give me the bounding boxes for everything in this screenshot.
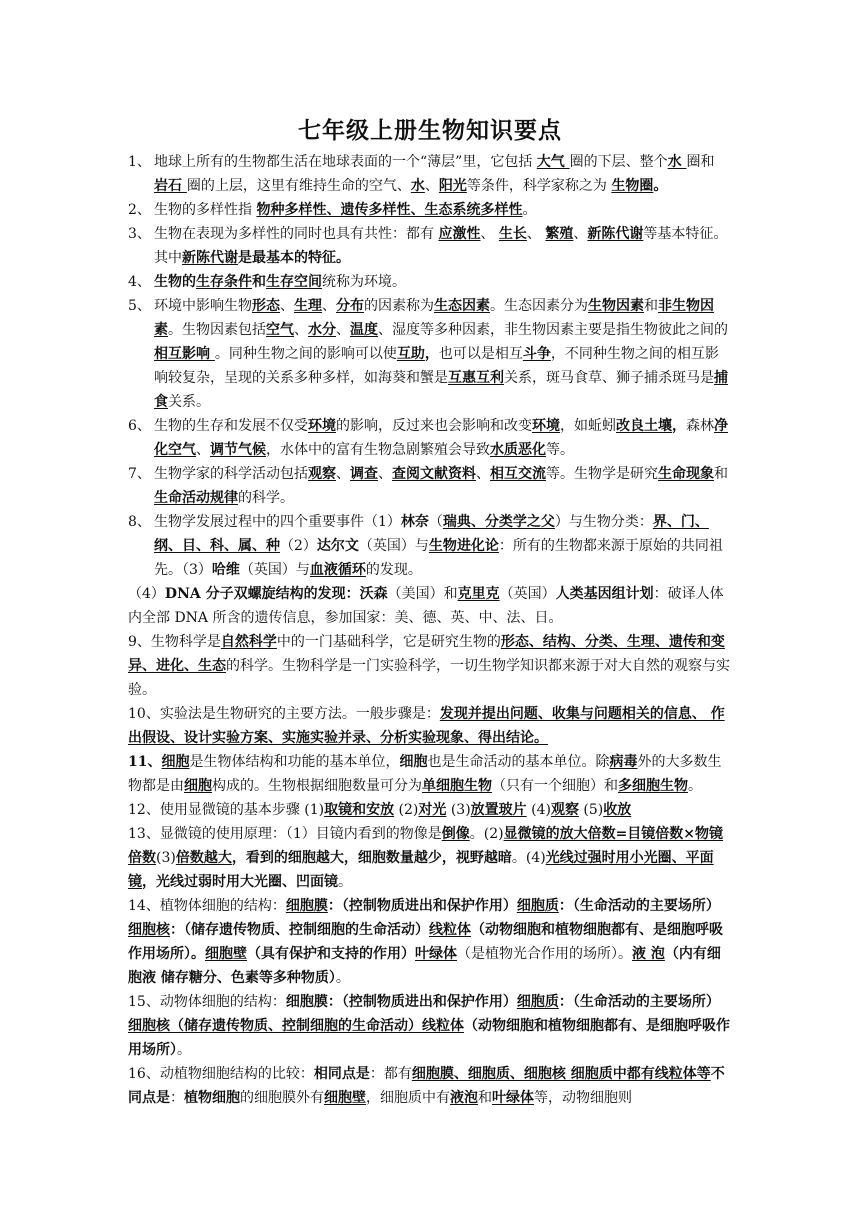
key-term: 克里克 [457, 586, 500, 602]
key-term: 水分 [308, 322, 336, 338]
item-text: 是生物体结构和功能的基本单位， [189, 754, 400, 770]
key-term: 空气 [266, 322, 294, 338]
key-term: ， [424, 346, 439, 362]
knowledge-item [128, 990, 730, 1062]
item-text: 。生物因素包括 [168, 322, 266, 338]
key-term: ：（生命活动的主要场所） [558, 994, 720, 1010]
item-text: （4） [128, 586, 165, 602]
key-term: 观察 [308, 466, 336, 482]
key-term: 细胞 [184, 778, 212, 794]
item-text: 、 [336, 466, 350, 482]
key-term: 显微镜的放大倍数=目镜倍数×物镜倍数 [128, 826, 724, 866]
item-text: ：所有的生物都来源于原始的共同祖先。（3） [154, 538, 723, 578]
item-text: 。 [338, 874, 352, 890]
key-term: 岩石 [154, 178, 187, 194]
item-text: （英国）与 [239, 562, 310, 578]
key-term: 收放 [603, 802, 632, 818]
item-text: 10、实验法是生物研究的主要方法。一般步骤是： [128, 706, 440, 722]
key-term: 净化空气 [154, 418, 728, 458]
key-term: 分布 [336, 298, 364, 314]
item-text: 的科学。生物科学是一门实验科学，一切生物学知识都来源于对大自然的观察与实验。 [128, 658, 730, 698]
item-text: (3) [156, 850, 176, 866]
item-text: ：都有 [369, 1066, 412, 1082]
key-term: 新陈代谢 [182, 250, 238, 266]
key-term: 环境 [532, 418, 560, 434]
item-number: 5、 [128, 298, 151, 314]
knowledge-item [128, 750, 730, 798]
item-text: 、 [280, 298, 294, 314]
item-number: 3、 [128, 226, 151, 242]
item-text: 。生态因素分为 [490, 298, 588, 314]
key-term: 相同点是 [313, 1066, 370, 1082]
key-term: 。 [653, 178, 668, 194]
key-term: ，光线过弱时用大光圈、凹面镜 [142, 874, 338, 890]
key-term: 哈维 [211, 562, 240, 578]
item-text: 等。 [546, 442, 574, 458]
key-term: 细胞质 [516, 994, 559, 1010]
item-text: 外的大多数生物都是由 [128, 754, 722, 794]
item-text: 、 [294, 322, 308, 338]
key-term: ：（储存遗传物质、控制细胞的生命活动） [170, 922, 429, 938]
item-text: 、 [573, 226, 588, 242]
key-term: 达尔文 [316, 538, 359, 554]
item-text: ：破译人体内全部 DNA 所含的遗传信息，参加国家：美、德、英、中、法、日。 [128, 586, 724, 626]
item-text: 16、动植物细胞结构的比较： [128, 1066, 314, 1082]
item-text: （是植物光合作用的场所）。 [457, 946, 632, 962]
item-text: 也可以是相互 [438, 346, 523, 362]
item-text: 生物的多样性指 [154, 202, 257, 218]
key-term: 不同点是 [128, 1066, 725, 1106]
knowledge-item [128, 510, 730, 582]
key-term: 林奈 [400, 514, 429, 530]
key-term: ，看到的细胞越大，细胞数量越少，视野越暗 [231, 850, 512, 866]
key-term: 叶绿体 [415, 946, 457, 962]
item-text: （2） [280, 538, 317, 554]
key-term: 调查 [350, 466, 378, 482]
item-text: 、 [378, 466, 392, 482]
key-term: 环境 [308, 418, 336, 434]
key-term: 瑞典、分类学之父 [442, 514, 555, 530]
key-term: 生理 [294, 298, 322, 314]
key-term: 11、 [128, 754, 162, 770]
item-text: 。同种生物之间的影响可以使 [214, 346, 397, 362]
item-text: 、 [526, 226, 546, 242]
item-text: 的影响，反过来也会影响和改变 [336, 418, 532, 434]
key-term: ， [672, 418, 686, 434]
knowledge-list [128, 150, 730, 1110]
key-term: 对光 [418, 802, 447, 818]
item-text: 13、显微镜的使用原理：（1）目镜内看到的物像是 [128, 826, 442, 842]
key-term: 捕食 [154, 370, 728, 410]
document-title: 七年级上册生物知识要点 [298, 117, 562, 144]
item-text: ，细胞质中有 [366, 1090, 450, 1106]
key-term: 查阅文献资料 [392, 466, 476, 482]
item-text: 、 [480, 226, 499, 242]
item-text: 关系，斑马食草、狮子捕杀斑马是 [504, 370, 714, 386]
key-term: 和 [252, 274, 266, 290]
key-term: 生存空间 [266, 274, 322, 290]
key-term: 生物的 [154, 274, 196, 290]
knowledge-item [128, 222, 730, 270]
item-text: （美国）和 [387, 586, 458, 602]
knowledge-item [128, 150, 730, 198]
key-term: 植物细胞 [184, 1090, 240, 1106]
key-term: 细胞核（储存遗传物质、控制细胞的生命活动）线粒体 [128, 1018, 464, 1034]
key-term: 形态 [252, 298, 280, 314]
key-term: 生态因素 [434, 298, 490, 314]
item-text: 中的一门基础科学，它是研究生物的 [276, 634, 501, 650]
key-term: 细胞 [399, 754, 428, 770]
item-text: ）与生物分类： [554, 514, 653, 530]
item-number: 8、 [128, 514, 151, 530]
key-term: 细胞膜 [285, 898, 328, 914]
knowledge-item [128, 702, 730, 750]
key-term: 多细胞生物 [618, 778, 688, 794]
item-number: 4、 [128, 274, 151, 290]
key-term: 应激性 [438, 226, 481, 242]
item-text: 统称为环境。 [322, 274, 406, 290]
item-text: 和 [714, 466, 728, 482]
key-term: 是最基本的特征。 [238, 250, 350, 266]
item-text: 、湿度等多种因素，非生物因素主要是指生物彼此之间的 [378, 322, 728, 338]
key-term: 大气 [536, 154, 570, 170]
item-text: 等，动物细胞则 [534, 1090, 632, 1106]
item-text: 生物在表现为多样性的同时也具有共性：都有 [154, 226, 439, 242]
item-text: （只有一个细胞）和 [492, 778, 618, 794]
key-term: 观察 [550, 802, 579, 818]
key-term: 斗争 [522, 346, 551, 362]
key-term: 水质恶化 [490, 442, 546, 458]
knowledge-item [128, 270, 730, 294]
knowledge-item [128, 798, 730, 822]
item-number: 2、 [128, 202, 151, 218]
item-text: 。 [688, 778, 702, 794]
knowledge-item [128, 462, 730, 510]
key-term: 非生物因素 [154, 298, 714, 338]
knowledge-item [128, 582, 730, 630]
item-text: 也是生命活动的基本单位。除 [427, 754, 610, 770]
item-text: 等条件，科学家称之为 [466, 178, 612, 194]
item-number: 1、 [128, 154, 151, 170]
key-term: 生长 [498, 226, 527, 242]
item-text: ，如蚯蚓 [560, 418, 616, 434]
item-text: 、 [424, 178, 439, 194]
key-term: 液 泡 [632, 946, 665, 962]
key-term: 叶绿体 [492, 1090, 534, 1106]
item-text: 生物学发展过程中的四个重要事件（1） [154, 514, 401, 530]
key-term: 生存条件 [196, 274, 252, 290]
item-text: 。 [335, 970, 350, 986]
item-text: 、 [476, 466, 490, 482]
item-text: ，水体中的富有生物急剧繁殖会导致 [266, 442, 490, 458]
knowledge-item [128, 1062, 730, 1110]
key-term: （动物细胞和植物细胞都有、是细胞呼吸作用场所）。 [128, 922, 723, 962]
key-term: 改良土壤 [616, 418, 672, 434]
key-term: DNA 分子双螺旋结构的发现：沃森 [164, 586, 388, 602]
item-text: 。(4) [511, 850, 546, 866]
item-text: 关系。 [168, 394, 210, 410]
item-text: 。(2) [469, 826, 504, 842]
key-term: （具有保护和支持的作用） [247, 946, 415, 962]
item-text: 森林 [686, 418, 714, 434]
key-term: 相互交流 [490, 466, 546, 482]
item-text: 圈和 [686, 154, 715, 170]
item-text: 地球上所有的生物都生活在地球表面的一个“薄层”里，它包括 [154, 154, 537, 170]
key-term: 生命活动规律 [154, 490, 238, 506]
key-term: 界、门、纲、目、科、属、种 [154, 514, 709, 554]
key-term: 自然科学 [220, 634, 277, 650]
item-text: 的科学。 [238, 490, 294, 506]
item-text: (3) [446, 802, 471, 818]
item-text: ，不同种生物之间的相互影响较复杂，呈现的关系多种多样，如海葵和蟹是 [154, 346, 719, 386]
item-text: 圈的下层、整个 [569, 154, 668, 170]
key-term: 病毒 [609, 754, 638, 770]
key-term: 生物进化论 [428, 538, 499, 554]
key-term: 形态、结构、分类、生理、遗传和变异、进化、生态 [128, 634, 725, 674]
key-term: 水 [410, 178, 425, 194]
key-term: 细胞膜、细胞质、细胞核 细胞质中都有线粒体等 [411, 1066, 711, 1082]
item-text: 构成的。生物根据细胞数量可分为 [212, 778, 422, 794]
item-text: 的因素称为 [364, 298, 434, 314]
key-term: 单细胞生物 [422, 778, 492, 794]
key-term: 阳光 [438, 178, 467, 194]
knowledge-item [128, 294, 730, 414]
key-term: （动物细胞和植物细胞都有、是细胞呼吸作用场所） [128, 1018, 730, 1058]
key-term: 互惠互利 [448, 370, 504, 386]
key-term: 细胞壁 [324, 1090, 366, 1106]
item-text: 生物学家的科学活动包括 [154, 466, 308, 482]
item-text: 12、使用显微镜的基本步骤 (1) [128, 802, 325, 818]
key-term: ：（生命活动的主要场所） [558, 898, 720, 914]
key-term: 新陈代谢 [587, 226, 644, 242]
key-term: 取镜和安放 [324, 802, 395, 818]
item-text: （ [428, 514, 443, 530]
key-term: 相互影响 [154, 346, 215, 362]
key-term: 细胞核 [128, 922, 170, 938]
item-text: （英国） [499, 586, 556, 602]
item-text: 和 [478, 1090, 492, 1106]
key-term: 生物圈 [611, 178, 654, 194]
key-term: 细胞质 [516, 898, 559, 914]
key-term: （内有细胞液 储存糖分、色素等多种物质） [128, 946, 721, 986]
item-text: （英国）与 [358, 538, 429, 554]
key-term: （控制物质进出和保护作用） [341, 994, 517, 1010]
item-text: 和 [644, 298, 658, 314]
item-text: 、 [336, 322, 350, 338]
key-term: 发现并提出问题、收集与问题相关的信息、 作出假设、设计实验方案、实施实验并录、分析实验现象、得出结论。 [128, 706, 725, 746]
item-text: ： [170, 1090, 184, 1106]
item-number: 7、 [128, 466, 151, 482]
item-text: (2) [394, 802, 419, 818]
key-term: 水 [667, 154, 687, 170]
key-term: 液泡 [450, 1090, 478, 1106]
item-text: 环境中影响生物 [154, 298, 252, 314]
item-text: 等基本特征。其中 [154, 226, 728, 266]
item-text: 等。生物学是研究 [546, 466, 658, 482]
key-term: 繁殖 [545, 226, 574, 242]
key-term: 线粒体 [429, 922, 471, 938]
knowledge-item [128, 894, 730, 990]
knowledge-item [128, 198, 730, 222]
item-text: 。 [177, 1042, 191, 1058]
item-text: 9、生物科学是 [128, 634, 221, 650]
item-text: 。 [522, 202, 537, 218]
item-text: 的细胞膜外有 [240, 1090, 324, 1106]
knowledge-item [128, 822, 730, 894]
key-term: 放置玻片 [470, 802, 527, 818]
key-term: 细胞膜： [285, 994, 342, 1010]
key-term: 倒像 [441, 826, 470, 842]
item-text: 生物的生存和发展不仅受 [154, 418, 308, 434]
key-term: ：（控制物质进出和保护作用） [327, 898, 517, 914]
knowledge-item [128, 414, 730, 462]
item-text: 、 [196, 442, 210, 458]
item-text: (4) [526, 802, 551, 818]
item-number: 6、 [128, 418, 151, 434]
key-term: 互助 [396, 346, 425, 362]
knowledge-item [128, 630, 730, 702]
key-term: 人类基因组计划 [555, 586, 654, 602]
key-term: 温度 [350, 322, 378, 338]
item-text: (5) [578, 802, 604, 818]
key-term: 倍数越大 [175, 850, 232, 866]
key-term: 调节气候 [210, 442, 266, 458]
key-term: 物种多样性、遗传多样性、生态系统多样性 [256, 202, 523, 218]
key-term: 细胞 [161, 754, 190, 770]
item-text: 、 [322, 298, 336, 314]
key-term: 血液循环 [309, 562, 366, 578]
item-text: 14、植物体细胞的结构： [128, 898, 286, 914]
item-text: 的发现。 [365, 562, 422, 578]
item-text: 圈的上层，这里有维持生命的空气、 [186, 178, 411, 194]
key-term: 生物因素 [588, 298, 644, 314]
key-term: 生命现象 [658, 466, 714, 482]
item-text: 15、动物体细胞的结构： [128, 994, 286, 1010]
key-term: 细胞壁 [205, 946, 247, 962]
key-term: 光线过强时用小光圈、平面镜 [128, 850, 714, 890]
